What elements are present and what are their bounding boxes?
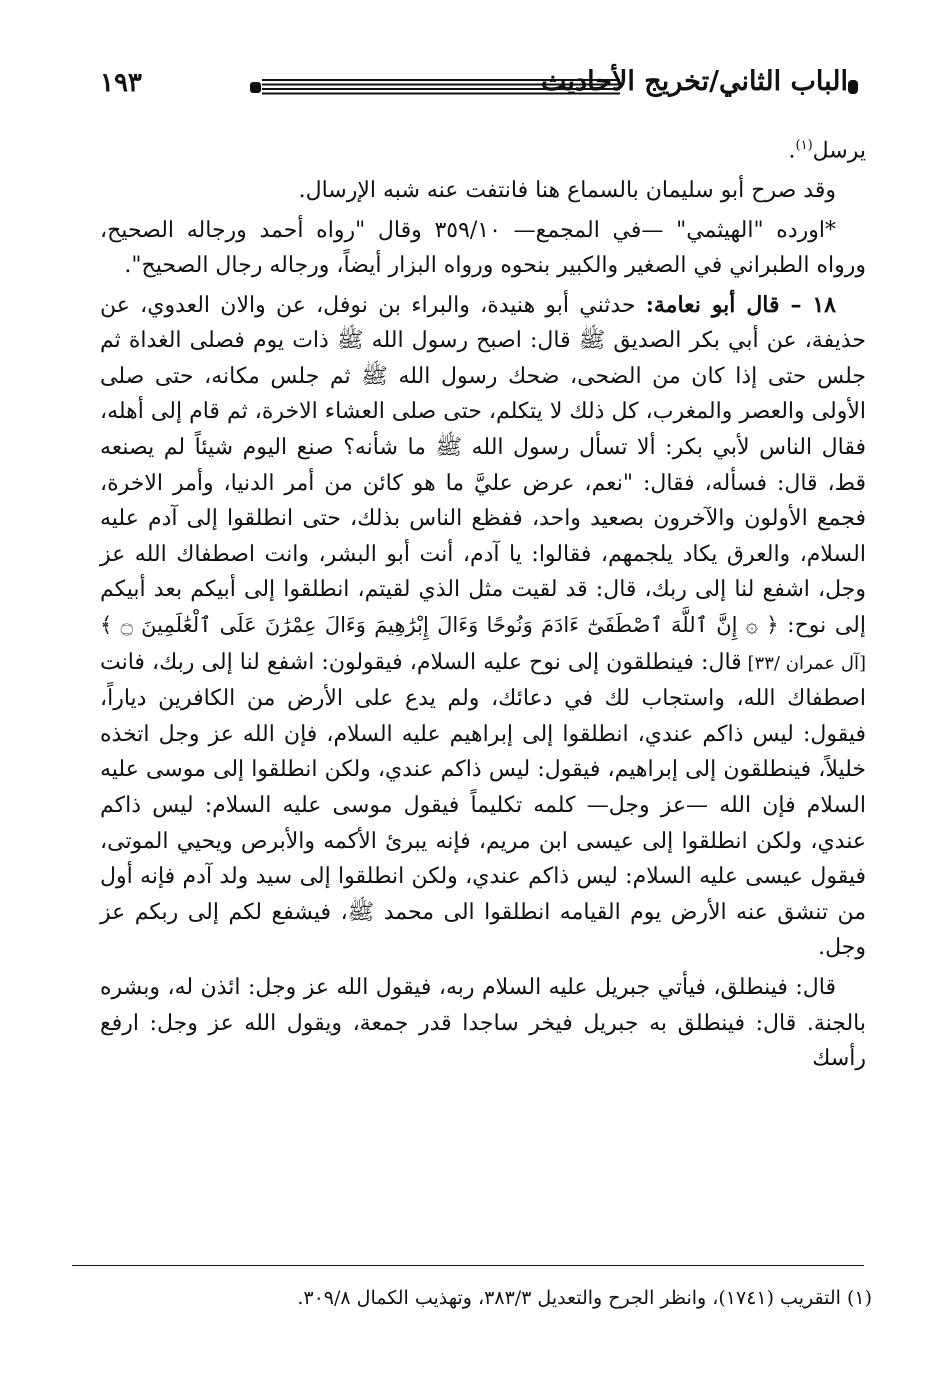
footnote-divider [72, 1265, 864, 1266]
chapter-title: الباب الثاني/تخريج الأحاديث [541, 66, 848, 97]
paragraph-text: يرسل [812, 138, 866, 164]
paragraph-takhrij: *اورده "الهيثمي" —في المجمع— ٣٥٩/١٠ وقال "رواه أحمد ورجاله الصحيح، ورواه الطبراني في الصغير والكبير بنحوه ورواه البزار أيضاً، ورجاله رجال الصحيح". [100, 217, 866, 279]
hadith-text-continued: قال: فينطلقون إلى نوح عليه السلام، فيقولون: اشفع لنا إلى ربك، فانت اصطفاك الله، واستجاب لك في دعائك، ولم يدع على الأرض من الكافرين دياراً، فيقول: ليس ذاكم عندي، انطلقوا إلى إبراهيم عليه السلام، فإن الله عز وجل اتخذه خليلاً، فينطلقون إلى إبراهيم، فيقول: ليس ذاكم عندي، ولكن انطلقوا إلى موسى عليه السلام فإن الله —عز وجل— كلمه تكليماً فيقول موسى عليه السلام: ليس ذاكم عندي، ولكن انطلقوا إلى عيسى ابن مريم، فإنه يبرئ الأكمه والأبرص ويحيي الموتى، فيقول عيسى عليه السلام: ليس ذاكم عندي، ولكن انطلقوا إلى سيد ولد آدم فإنه أول من تنشق عنه الأرض يوم القيامه انطلقوا الى محمد ﷺ، فيشفع لكم إلى ربكم عز وجل. [100, 649, 866, 961]
quran-verse: ﴿ ۞ إِنَّ ٱللَّهَ ٱصْطَفَىٰٓ ءَادَمَ وَنُوحًا وَءَالَ إِبْرَٰهِيمَ وَءَالَ عِمْرَٰنَ عَلَى ٱلْعَٰلَمِينَ ۝ ﴾ [100, 613, 779, 638]
main-text [100, 128, 866, 1077]
verse-reference: [آل عمران /٣٣] [741, 652, 866, 674]
paragraph-continuation [100, 128, 866, 169]
running-header [100, 66, 860, 110]
paragraph-hadith-18 [100, 288, 866, 966]
footnote-marker: (١) [795, 138, 813, 153]
header-end-ornament [846, 72, 860, 102]
footnote: (١) التقريب (١٧٤١)، وانظر الجرح والتعديل ٣٨٣/٣، وتهذيب الكمال ٣٠٩/٨. [297, 1287, 872, 1309]
page-number: ١٩٣ [100, 68, 142, 98]
paragraph-end-mark: . [788, 138, 796, 164]
paragraph-note: وقد صرح أبو سليمان بالسماع هنا فانتفت عنه شبه الإرسال. [298, 177, 836, 203]
hadith-text: حدثني أبو هنيدة، والبراء بن نوفل، عن والان العدوي، عن حذيفة، عن أبي بكر الصديق ﷺ قال: اصبح رسول الله ﷺ ذات يوم فصلى الغداة ثم جلس حتى إذا كان من الضحى، ضحك رسول الله ﷺ ثم جلس مكانه، حتى صلى الأولى والعصر والمغرب، كل ذلك لا يتكلم، حتى صلى العشاء الاخرة، ثم قام إلى أهله، فقال الناس لأبي بكر: ألا تسأل رسول الله ﷺ ما شأنه؟ صنع اليوم شيئاً لم يصنعه قط، قال: فسأله، فقال: "نعم، عرض عليَّ ما هو كائن من أمر الدنيا، وأمر الاخرة، فجمع الأولون والآخرون بصعيد واحد، ففظع الناس بذلك، حتى انطلقوا إلى آدم عليه السلام، والعرق يكاد يلجمهم، فقالوا: يا آدم، أنت أبو البشر، وانت اصطفاك الله عز وجل، اشفع لنا إلى ربك، قال: قد لقيت مثل الذي لقيتم، انطلقوا إلى أبيكم بعد أبيكم إلى نوح: [100, 292, 867, 639]
hadith-number-label: ١٨ – قال أبو نعامة: [645, 291, 836, 318]
paragraph-continuation-2: قال: فينطلق، فيأتي جبريل عليه السلام ربه، فيقول الله عز وجل: ائذن له، وبشره بالجنة. قال: فينطلق به جبريل فيخر ساجدا قدر جمعة، ويقول الله عز وجل: ارفع رأسك [100, 974, 866, 1072]
